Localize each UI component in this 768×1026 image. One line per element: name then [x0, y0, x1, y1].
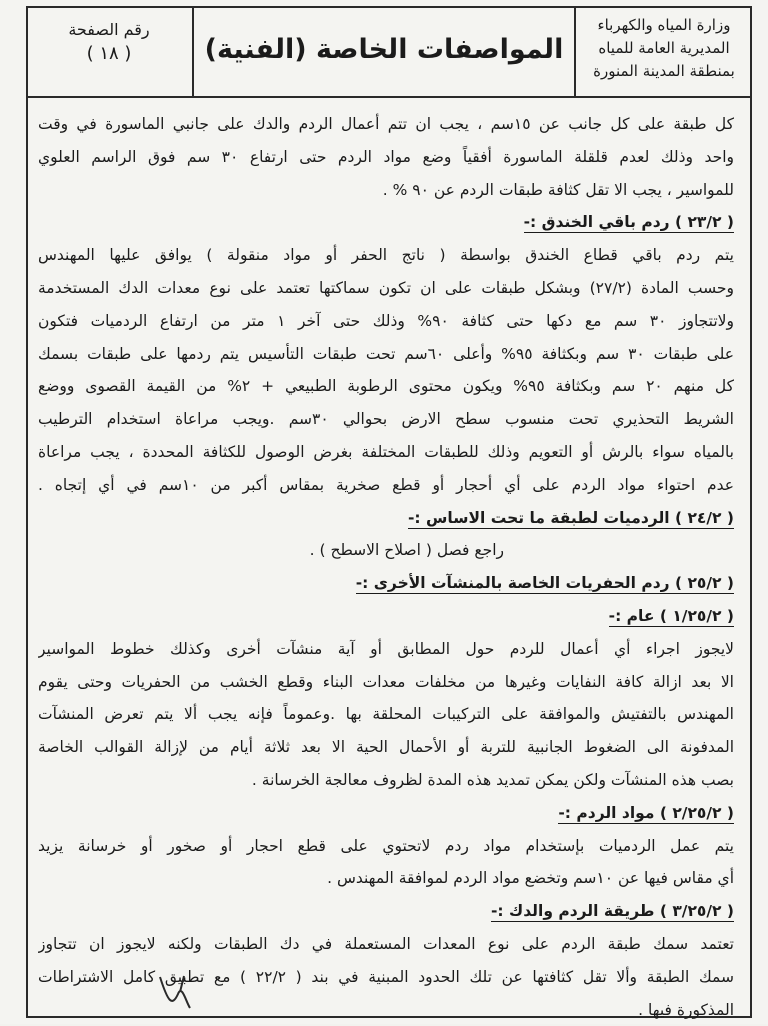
subsection-heading: ( ١/٢٥/٢ ) عام :- [608, 606, 734, 625]
paragraph-line: كل طبقة على كل جانب عن ١٥سم ، يجب ان تتم أعمال الردم والدك على جانبي الماسورة في وقت [38, 115, 734, 133]
subsection-heading: ( ٣/٢٥/٢ ) طريقة الردم والدك :- [491, 902, 734, 921]
page-number-block [26, 6, 194, 96]
organization-block [574, 6, 752, 96]
paragraph-line: واحد وذلك لعدم قلقلة الماسورة أفقياً وضع مواد الردم حتى ارتفاع ٣٠ سم فوق الراسم العلوي [38, 147, 734, 166]
page-number-label: رقم الصفحة [68, 20, 150, 39]
paragraph-line: بالمياه سواء بالرش أو التعويم وذلك للطبقات المختلفة بغرض الوصول للكثافة المحددة ، يجب مراعاة [38, 442, 734, 461]
paragraph-line: ولاتتجاوز ٣٠ سم مع دكها حتى كثافة ٩٠% وذلك حتى آخر ١ متر من ارتفاع الردميات فتكون [38, 311, 734, 330]
section-heading: ( ٢٣/٢ ) ردم باقي الخندق :- [523, 213, 734, 232]
paragraph-line: المدفونة الى الضغوط الجانبية للتربة أو الأحمال الحية الا بعد ثلاثة أيام من لإزالة القوالب الخاصة [38, 738, 734, 757]
title-block [194, 6, 574, 96]
section-heading: ( ٢٤/٢ ) الردميات لطبقة ما تحت الاساس :- [408, 508, 734, 527]
paragraph-line: للمواسير ، يجب الا تقل كثافة طبقات الردم عن ٩٠ % . [382, 180, 734, 199]
paragraph-line: وحسب المادة (٢٧/٢) وبشكل طبقات على ان تكون سماكتها تعتمد على نوع معدات الدك المستخدمة [38, 278, 734, 297]
handwritten-initials [150, 972, 210, 1012]
paragraph-line: الا بعد ازالة كافة النفايات وغيرها من مخلفات معدات البناء وقطع الخشب من الحفريات وحتى يقوم [38, 672, 734, 691]
paragraph-line: المذكورة فيها . [638, 1000, 734, 1019]
org-line-3: بمنطقة المدينة المنورة [593, 62, 735, 80]
paragraph-line: يتم ردم باقي قطاع الخندق بواسطة ( ناتج الحفر أو مواد منقولة ) يوافق عليها المهندس [38, 246, 734, 265]
org-line-1: وزارة المياه والكهرباء [597, 16, 731, 34]
document-body [38, 108, 734, 1019]
document-title: المواصفات الخاصة (الفنية) [204, 34, 564, 65]
section-heading: ( ٢٥/٢ ) ردم الحفريات الخاصة بالمنشآت الأخرى :- [355, 574, 734, 593]
paragraph-line: كل منهم ٢٠ سم وبكثافة ٩٥% ويكون محتوى الرطوبة الطبيعي + ٢% من القيمة القصوى ووضع [38, 377, 734, 396]
subsection-heading: ( ٢/٢٥/٢ ) مواد الردم :- [558, 803, 734, 822]
paragraph-line: عدم احتواء مواد الردم على أي أحجار أو قطع صخرية بمقاس أكبر من ١٠سم في أي إتجاه . [38, 475, 734, 494]
paragraph-line: المهندس بالتفتيش والموافقة على التركيبات المحلقة بها .وعموماً فإنه يجب ألا يتم تعرض المنشآت [38, 705, 734, 724]
org-line-2: المديرية العامة للمياه [598, 39, 730, 57]
header [26, 6, 752, 98]
paragraph-line: راجع فصل ( اصلاح الاسطح ) . [309, 541, 504, 560]
paragraph-line: أي مقاس فيها عن ١٠سم وتخضع مواد الردم لموافقة المهندس . [327, 869, 734, 888]
paragraph-line: الشريط التحذيري تحت منسوب سطح الارض بحوالي ٣٠سم .ويجب مراعاة استخدام الترطيب [38, 410, 734, 429]
paragraph-line: بصب هذه المنشآت ولكن يمكن تمديد هذه المدة لظروف معالجة الخرسانة . [251, 770, 734, 789]
page-number: ( ١٨ ) [86, 43, 132, 64]
paragraph-line: لايجوز اجراء أي أعمال للردم حول المطابق أو آية منشآت أخرى وكذلك خطوط المواسير [38, 639, 734, 658]
paragraph-line: على طبقات ٣٠ سم وبكثافة ٩٥% وأعلى ٦٠سم تحت طبقات التأسيس يتم ردمها على طبقات بسمك [38, 344, 734, 363]
paragraph-line: سمك الطبقة وألا تقل كثافتها عن تلك الحدود المبنية في بند ( ٢٢/٢ ) مع تطبيق كامل الاشتراطات [38, 967, 734, 986]
paragraph-line: يتم عمل الردميات بإستخدام مواد ردم لاتحتوي على قطع احجار أو صخور أو خرسانة يزيد [38, 836, 734, 855]
paragraph-line: تعتمد سمك طبقة الردم على نوع المعدات المستعملة في دك الطبقات ولكنه لايجوز ان تتجاوز [38, 934, 734, 953]
